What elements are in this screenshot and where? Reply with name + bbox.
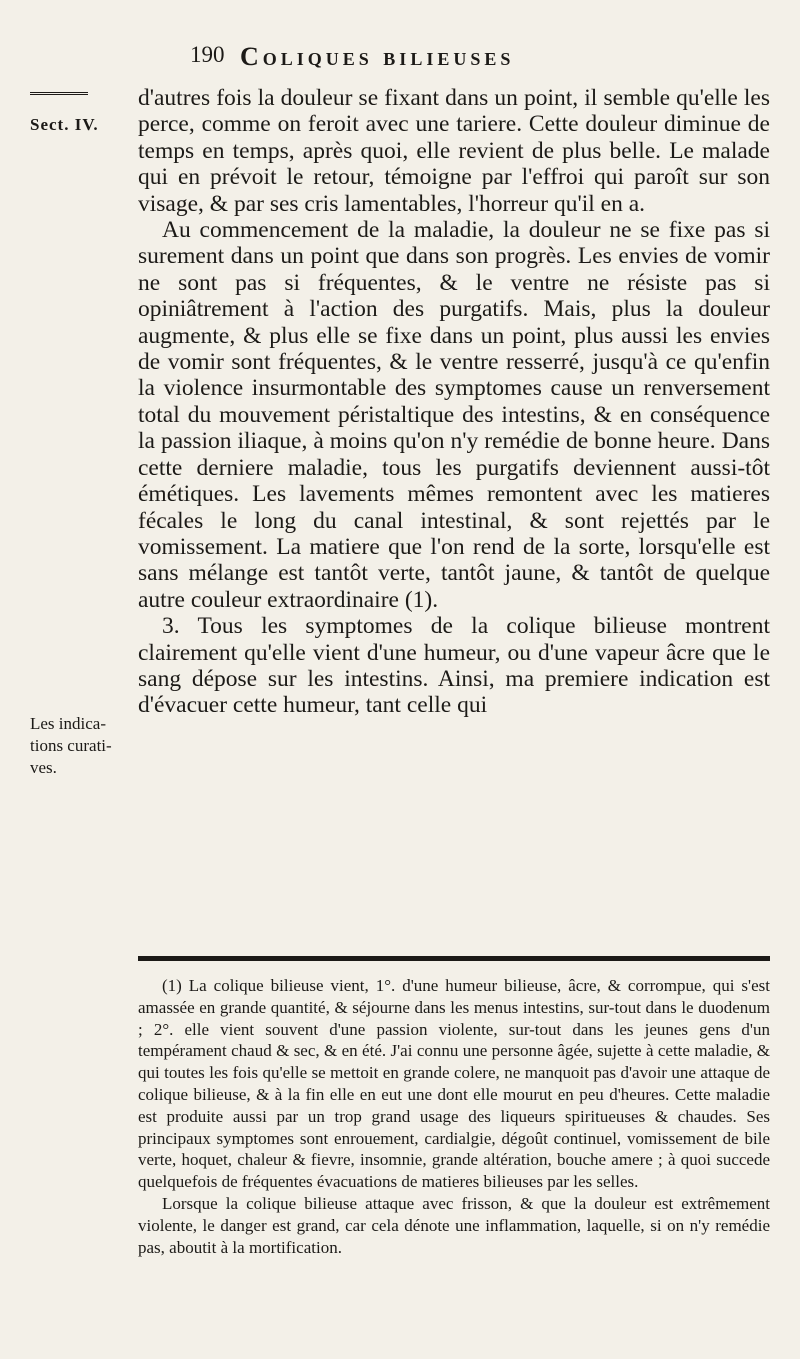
- running-title: Coliques bilieuses: [240, 42, 515, 71]
- section-rule: [30, 92, 88, 95]
- margin-note-indications: Les indica- tions curati- ves.: [30, 714, 112, 777]
- main-text: [138, 85, 770, 719]
- footnote: [138, 975, 770, 1258]
- paragraph: 3. Tous les symptomes de la colique bilieuse montrent clairement qu'elle vient d'une humeur, ou d'une vapeur âcre que le sang dépose sur les intestins. Ainsi, ma premiere indication est d'évacuer cette humeur, tant celle qui: [138, 613, 770, 719]
- page-number: 190: [190, 42, 225, 67]
- margin-section-label: Sect. IV.: [30, 115, 99, 134]
- running-head: [190, 42, 750, 82]
- footnote-paragraph: Lorsque la colique bilieuse attaque avec frisson, & que la douleur est extrêmement violente, le danger est grand, car cela dénote une inflammation, laquelle, si on n'y remédie pas, aboutit à la mortification.: [138, 1193, 770, 1257]
- paragraph: Au commencement de la maladie, la douleur ne se fixe pas si surement dans un point que dans son progrès. Les envies de vomir ne sont pas si fréquentes, & le ventre ne résiste pas si opiniâtrement à l'action des purgatifs. Mais, plus la douleur augmente, & plus elle se fixe dans un point, plus aussi les envies de vomir sont fréquentes, & le ventre resserré, jusqu'à ce qu'enfin la violence insurmontable des symptomes cause un renversement total du mouvement péristaltique des intestins, & en conséquence la passion iliaque, à moins qu'on n'y remédie de bonne heure. Dans cette derniere maladie, tous les purgatifs deviennent aussi-tôt émétiques. Les lavements mêmes remontent avec les matieres fécales le long du canal intestinal, & sont rejettés par le vomissement. La matiere que l'on rend de la sorte, lorsqu'elle est sans mélange est tantôt verte, tantôt jaune, & tantôt de quelque autre couleur extraordinaire (1).: [138, 217, 770, 613]
- footnote-paragraph: (1) La colique bilieuse vient, 1°. d'une humeur bilieuse, âcre, & corrompue, qui s'est amassée en grande quantité, & séjourne dans les menus intestins, sur-tout dans le duodenum ; 2°. elle vient souvent d'une passion violente, sur-tout dans les jeunes gens d'un tempérament chaud & sec, & en été. J'ai connu une personne âgée, sujette à cette maladie, & qui toutes les fois qu'elle se mettoit en grande colere, ne manquoit pas d'avoir une attaque de colique bilieuse, & à la fin elle en eut une dont elle mourut en peu d'heures. Cette maladie est produite aussi par un trop grand usage des liqueurs spiritueuses & chaudes. Ses principaux symptomes sont enrouement, cardialgie, dégoût continuel, vomissement de bile verte, hoquet, chaleur & fievre, insomnie, grande altération, bouche amere ; à quoi succede quelquefois de fréquentes évacuations de matieres bilieuses par les selles.: [138, 976, 770, 1192]
- footnote-rule: [138, 956, 770, 961]
- paragraph: d'autres fois la douleur se fixant dans un point, il semble qu'elle les perce, comme on feroit avec une tariere. Cette douleur diminue de temps en temps, après quoi, elle revient de plus belle. Le malade qui en prévoit le retour, témoigne par l'effroi qui paroît sur son visage, & par ses cris lamentables, l'horreur qu'il en a.: [138, 85, 770, 217]
